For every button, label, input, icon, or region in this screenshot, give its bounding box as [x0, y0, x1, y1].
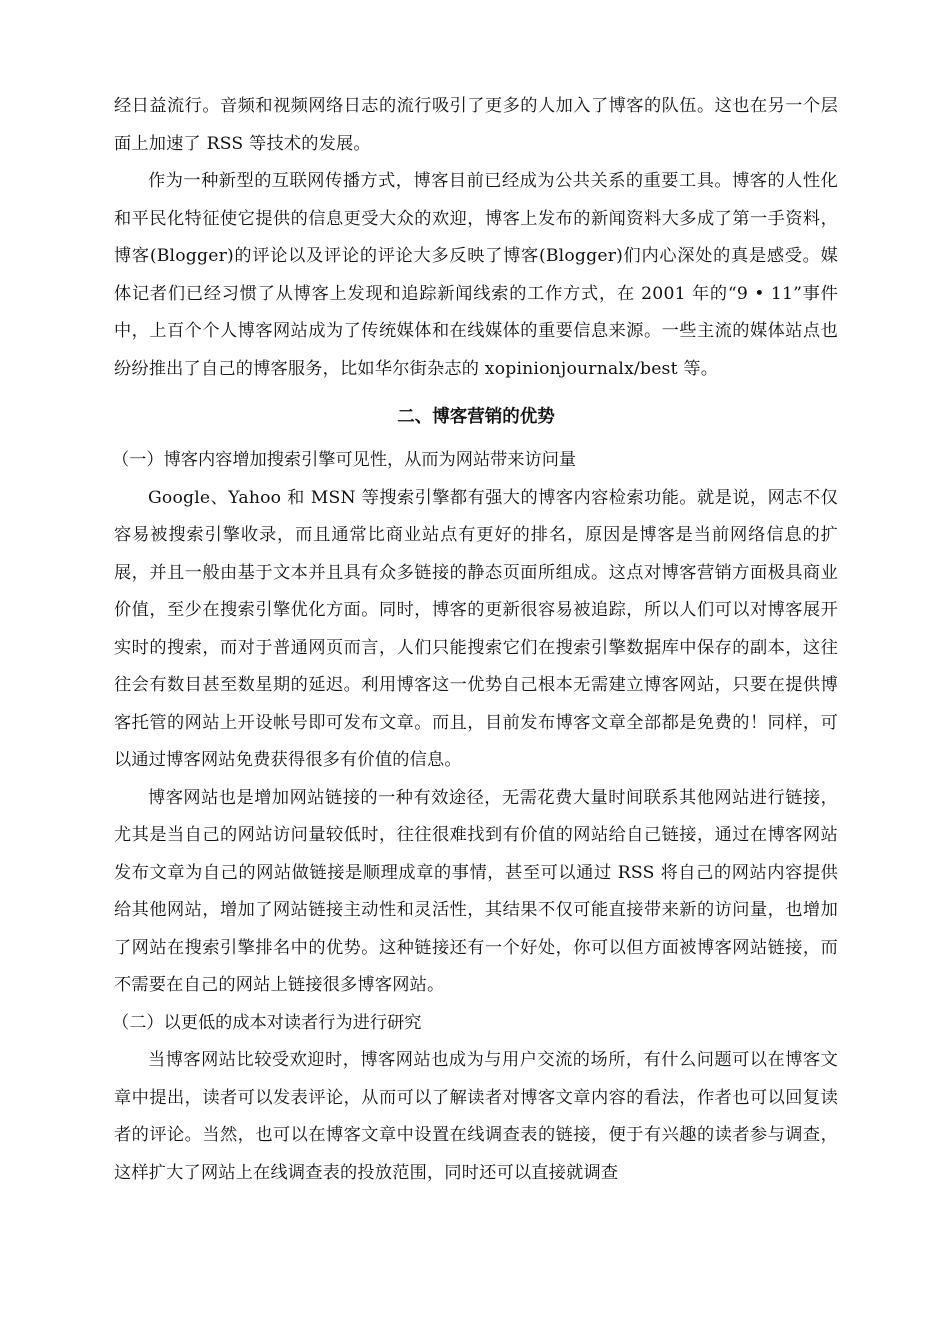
subsection-1-paragraph-2: 博客网站也是增加网站链接的一种有效途径，无需花费大量时间联系其他网站进行链接，尤其是当自己的网站访问量较低时，往往很难找到有价值的网站给自己链接，通过在博客网站发布文章为自己的网站做链接是顺理成章的事情，甚至可以通过 RSS 将自己的网站内容提供给其他网站，增加了网站链接主动性和灵活性，其结果不仅可能直接带来新的访问量，也增加了网站在搜索引擎排名中的优势。这种链接还有一个好处，你可以但方面被博客网站链接，而不需要在自己的网站上链接很多博客网站。: [114, 787, 838, 995]
subsection-2-paragraph-1: 当博客网站比较受欢迎时，博客网站也成为与用户交流的场所，有什么问题可以在博客文章中提出，读者可以发表评论，从而可以了解读者对博客文章内容的看法，作者也可以回复读者的评论。当然，也可以在博客文章中设置在线调查表的链接，便于有兴趣的读者参与调查，这样扩大了网站上在线调查表的投放范围，同时还可以直接就调查: [114, 1050, 838, 1183]
subsection-2-title: （二）以更低的成本对读者行为进行研究: [112, 1012, 422, 1033]
subsection-1-title: （一）博客内容增加搜索引擎可见性，从而为网站带来访问量: [112, 450, 577, 470]
body-paragraph-2: 作为一种新型的互联网传播方式，博客目前已经成为公共关系的重要工具。博客的人性化和平民化特征使它提供的信息更受大众的欢迎，博客上发布的新闻资料大多成了第一手资料，博客(Blogger)的评论以及评论的评论大多反映了博客(Blogger)们内心深处的真是感受。媒体记者们已经习惯了从博客上发现和追踪新闻线索的工作方式，在 2001 年的“9 • 11”事件中，上百个个人博客网站成为了传统媒体和在线媒体的重要信息来源。一些主流的媒体站点也纷纷推出了自己的博客服务，比如华尔街杂志的 xopinionjournalx/best 等。: [114, 171, 838, 379]
subsection-1-paragraph-1: Google、Yahoo 和 MSN 等搜索引擎都有强大的博客内容检索功能。就是说，网志不仅容易被搜索引擎收录，而且通常比商业站点有更好的排名，原因是博客是当前网络信息的扩展，并且一般由基于文本并且具有众多链接的静态页面所组成。这点对博客营销方面极具商业价值，至少在搜索引擎优化方面。同时，博客的更新很容易被追踪，所以人们可以对博客展开实时的搜索，而对于普通网页而言，人们只能搜索它们在搜索引擎数据库中保存的副本，这往往会有数目甚至数星期的延迟。利用博客这一优势自己根本无需建立博客网站，只要在提供博客托管的网站上开设帐号即可发布文章。而且，目前发布博客文章全部都是免费的！同样，可以通过博客网站免费获得很多有价值的信息。: [114, 487, 838, 770]
section-heading: 二、博客营销的优势: [397, 407, 555, 427]
document-page: [114, 88, 838, 1192]
body-paragraph-1: 经日益流行。音频和视频网络日志的流行吸引了更多的人加入了博客的队伍。这也在另一个层面上加速了 RSS 等技术的发展。: [114, 96, 838, 154]
